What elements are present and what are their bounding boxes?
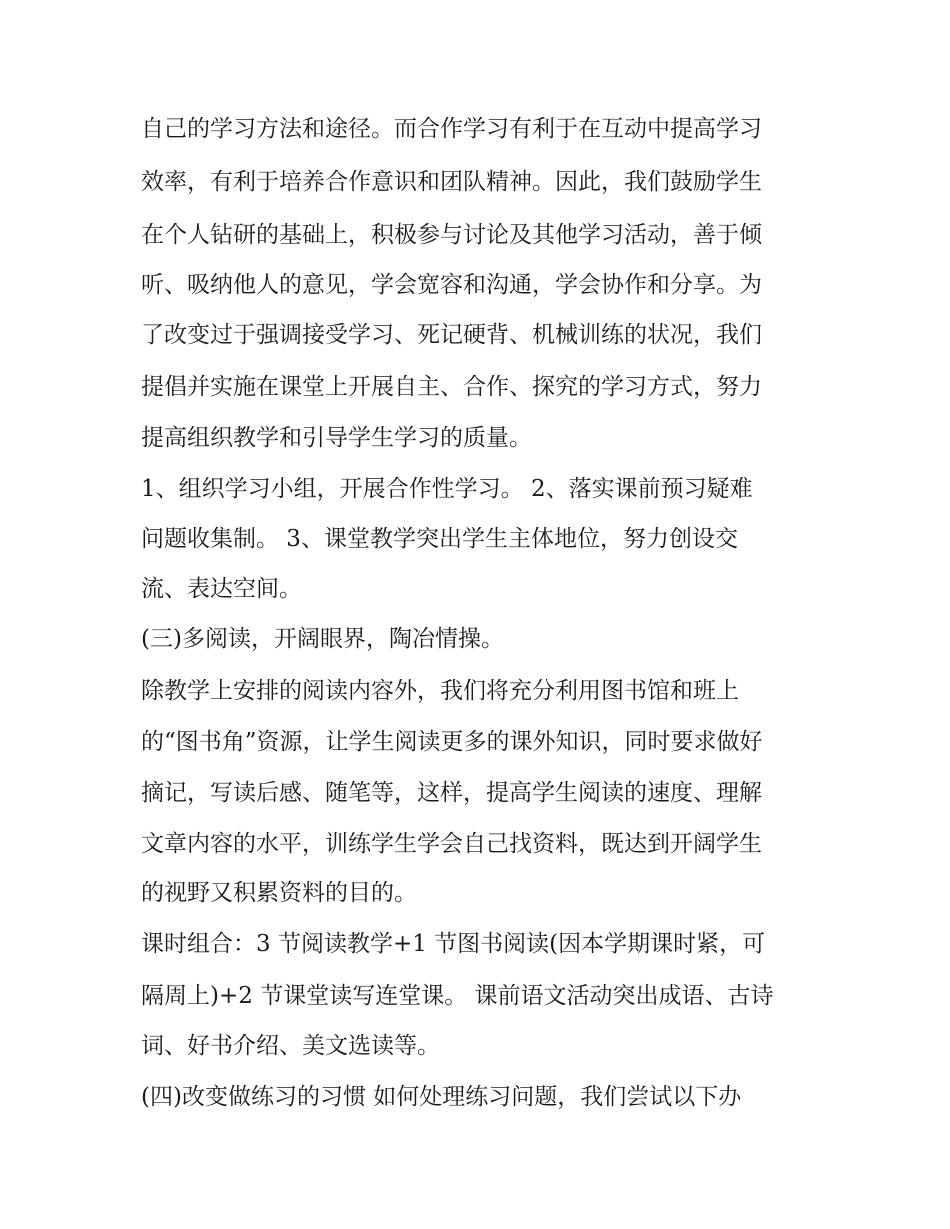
text-line: 文章内容的水平，训练学生学会自己找资料，既达到开阔学生 [141, 831, 762, 857]
text-line: 提高组织教学和引导学生学习的质量。 [141, 425, 532, 451]
text-line: 了改变过于强调接受学习、死记硬背、机械训练的状况，我们 [141, 322, 762, 348]
text-line: 词、好书介绍、美文选读等。 [141, 1033, 440, 1059]
text-line: 的视野又积累资料的目的。 [141, 880, 417, 906]
text-line: 问题收集制。 3、课堂教学突出学生主体地位，努力创设交 [141, 526, 738, 552]
text-line: 1、组织学习小组，开展合作性学习。 2、落实课前预习疑难 [141, 476, 753, 502]
text-line: 在个人钻研的基础上，积极参与讨论及其他学习活动，善于倾 [141, 222, 762, 248]
section-heading: (三)多阅读，开阔眼界，陶冶情操。 [141, 626, 504, 652]
text-line: 除教学上安排的阅读内容外，我们将充分利用图书馆和班上 [141, 678, 739, 704]
text-line: 自己的学习方法和途径。而合作学习有利于在互动中提高学习 [141, 116, 762, 142]
text-line: 效率，有利于培养合作意识和团队精神。因此，我们鼓励学生 [141, 169, 762, 195]
text-line: 的“图书角”资源，让学生阅读更多的课外知识，同时要求做好 [141, 729, 763, 755]
text-line: 提倡并实施在课堂上开展自主、合作、探究的学习方式，努力 [141, 374, 762, 400]
text-line: 听、吸纳他人的意见，学会宽容和沟通，学会协作和分享。为 [141, 272, 762, 298]
text-line: 摘记，写读后感、随笔等，这样，提高学生阅读的速度、理解 [141, 780, 762, 806]
text-line: 隔周上)+2 节课堂读写连堂课。 课前语文活动突出成语、古诗 [141, 983, 774, 1009]
section-heading: (四)改变做练习的习惯 如何处理练习问题，我们尝试以下办 [141, 1084, 742, 1110]
text-line: 课时组合：3 节阅读教学+1 节图书阅读(因本学期课时紧，可 [141, 931, 766, 957]
text-line: 流、表达空间。 [141, 576, 302, 602]
